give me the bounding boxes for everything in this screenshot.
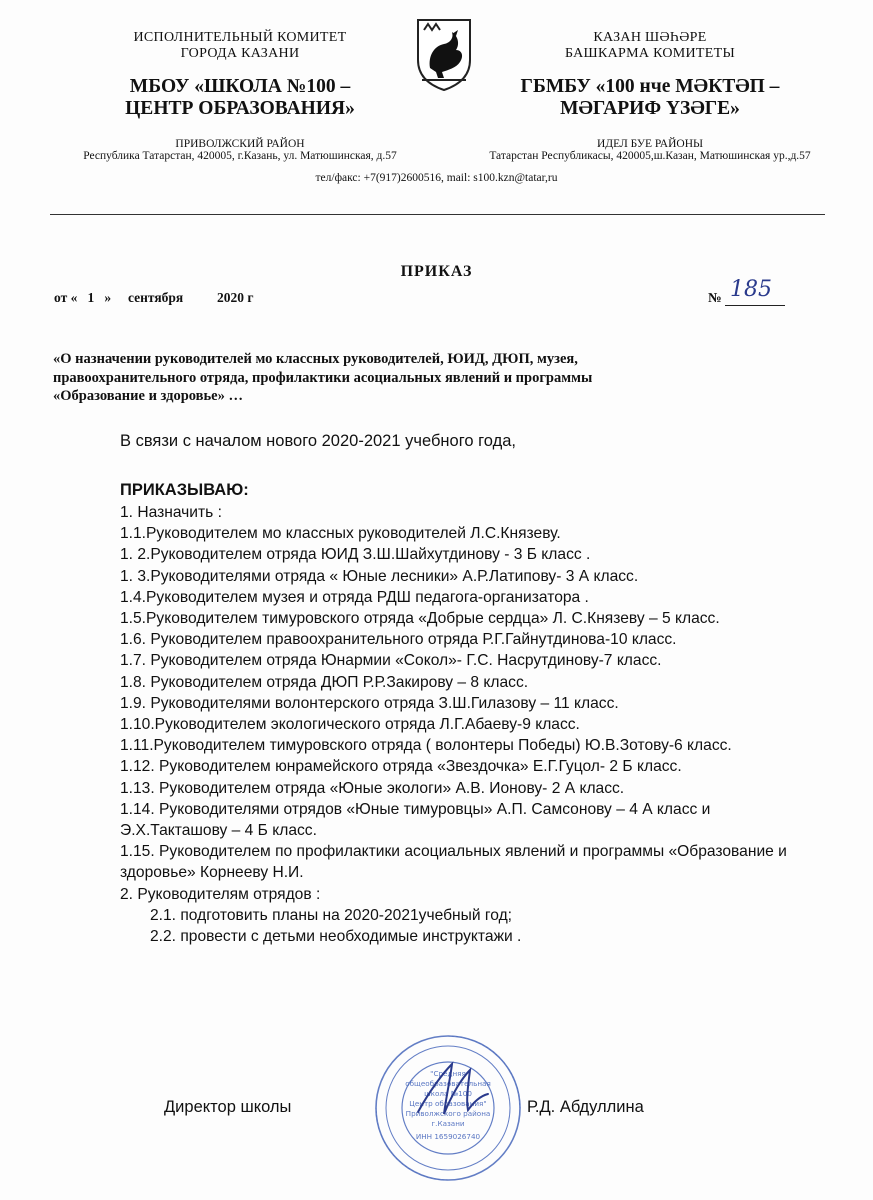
- right-address: Татарстан Республикасы, 420005,ш.Казан, Матюшинская ур.,д.57: [489, 150, 811, 162]
- right-org-line2: МӘГАРИФ ҮЗӘГЕ»: [560, 98, 740, 119]
- list-item: 1.8. Руководителем отряда ДЮП Р.Р.Закирову – 8 класс.: [120, 673, 529, 691]
- right-committee: КАЗАН ШӘҺӘРЕ: [593, 30, 707, 45]
- right-district: ИДЕЛ БУЕ РАЙОНЫ: [596, 138, 704, 150]
- subject-line: правоохранительного отряда, профилактики асоциальных явлений и программы: [53, 369, 593, 386]
- order-title: ПРИКАЗ: [400, 263, 473, 280]
- header-right: [450, 28, 850, 162]
- subject-line: «Образование и здоровье» …: [53, 388, 243, 404]
- order-number-underline: [725, 305, 785, 306]
- order-body: [120, 502, 790, 947]
- signature-name: Р.Д. Абдуллина: [527, 1098, 644, 1116]
- stamp-text: Центр образования": [409, 1099, 487, 1108]
- list-item: 1.14. Руководителями отрядов «Юные тимуровцы» А.П. Самсонову – 4 А класс и Э.Х.Такташову – 4 Б класс.: [120, 800, 711, 840]
- stamp-text: Приволжского района: [405, 1109, 491, 1118]
- stamp-text: общеобразовательная: [405, 1079, 491, 1088]
- list-item: 1.4.Руководителем музея и отряда РДШ педагога-организатора .: [120, 588, 589, 606]
- left-district: ПРИВОЛЖСКИЙ РАЙОН: [175, 138, 305, 150]
- list-item: 1.9. Руководителями волонтерского отряда З.Ш.Гилазову – 11 класс.: [120, 694, 619, 712]
- header-left: [70, 28, 410, 162]
- left-city: ГОРОДА КАЗАНИ: [180, 46, 300, 61]
- intro-text: В связи с началом нового 2020-2021 учебного года,: [120, 432, 516, 450]
- list-item: 1.7. Руководителем отряда Юнармии «Сокол»- Г.С. Насрутдинову-7 класс.: [120, 652, 662, 670]
- list-item: 1. Назначить :: [120, 504, 222, 521]
- stamp-text: г.Казани: [431, 1119, 465, 1128]
- stamp-text: "Средняя: [430, 1069, 466, 1078]
- contacts: тел/факс: +7(917)2600516, mail: s100.kzn@tatar,ru: [315, 172, 558, 184]
- list-subitem: 2.1. подготовить планы на 2020-2021учебный год;: [150, 906, 512, 924]
- list-item: 1.13. Руководителем отряда «Юные экологи» А.В. Ионову- 2 А класс.: [120, 779, 625, 797]
- list-subitem: 2.2. провести с детьми необходимые инструктажи .: [150, 928, 522, 946]
- stamp-text: ИНН 1659026740: [415, 1132, 481, 1141]
- list-item: 1.12. Руководителем юнрамейского отряда «Звездочка» Е.Г.Гуцол- 2 Б класс.: [120, 758, 682, 776]
- list-item: 1.11.Руководителем тимуровского отряда ( волонтеры Победы) Ю.В.Зотову-6 класс.: [120, 737, 732, 755]
- signature-title: Директор школы: [164, 1098, 292, 1116]
- list-item: 1. 2.Руководителем отряда ЮИД З.Ш.Шайхутдинову - 3 Б класс .: [120, 546, 591, 564]
- order-word: ПРИКАЗЫВАЮ:: [120, 481, 249, 499]
- subject-line: «О назначении руководителей мо классных руководителей, ЮИД, ДЮП, музея,: [53, 351, 578, 367]
- right-city: БАШКАРМА КОМИТЕТЫ: [564, 46, 735, 61]
- left-org-line2: ЦЕНТР ОБРАЗОВАНИЯ»: [125, 98, 355, 119]
- list-item: 1.10.Руководителем экологического отряда Л.Г.Абаеву-9 класс.: [120, 716, 580, 734]
- header-divider: [50, 214, 825, 215]
- right-org-line1: ГБМБУ «100 нче МӘКТӘП –: [520, 76, 780, 97]
- list-item: 1.1.Руководителем мо классных руководителей Л.С.Князеву.: [120, 525, 561, 543]
- left-org-line1: МБОУ «ШКОЛА №100 –: [129, 76, 351, 97]
- list-item: 1.15. Руководителем по профилактики асоциальных явлений и программы «Образование и здоровье» Корнееву Н.И.: [120, 843, 787, 882]
- order-date: от « 1 » сентября 2020 г: [54, 290, 254, 305]
- stamp-text: школа №100: [424, 1089, 472, 1098]
- list-item: 1.5.Руководителем тимуровского отряда «Добрые сердца» Л. С.Князеву – 5 класс.: [120, 610, 720, 628]
- order-subject: [53, 350, 753, 406]
- list-item: 1.6. Руководителем правоохранительного отряда Р.Г.Гайнутдинова-10 класс.: [120, 631, 677, 649]
- director-signature: [400, 1050, 510, 1130]
- left-address: Республика Татарстан, 420005, г.Казань, ул. Матюшинская, д.57: [83, 150, 397, 162]
- list-item: 2. Руководителям отрядов :: [120, 885, 321, 903]
- order-number-label: №: [708, 290, 722, 305]
- order-number-handwritten: 185: [730, 277, 772, 302]
- list-item: 1. 3.Руководителями отряда « Юные лесники» А.Р.Латипову- 3 А класс.: [120, 567, 639, 585]
- left-committee: ИСПОЛНИТЕЛЬНЫЙ КОМИТЕТ: [133, 30, 347, 45]
